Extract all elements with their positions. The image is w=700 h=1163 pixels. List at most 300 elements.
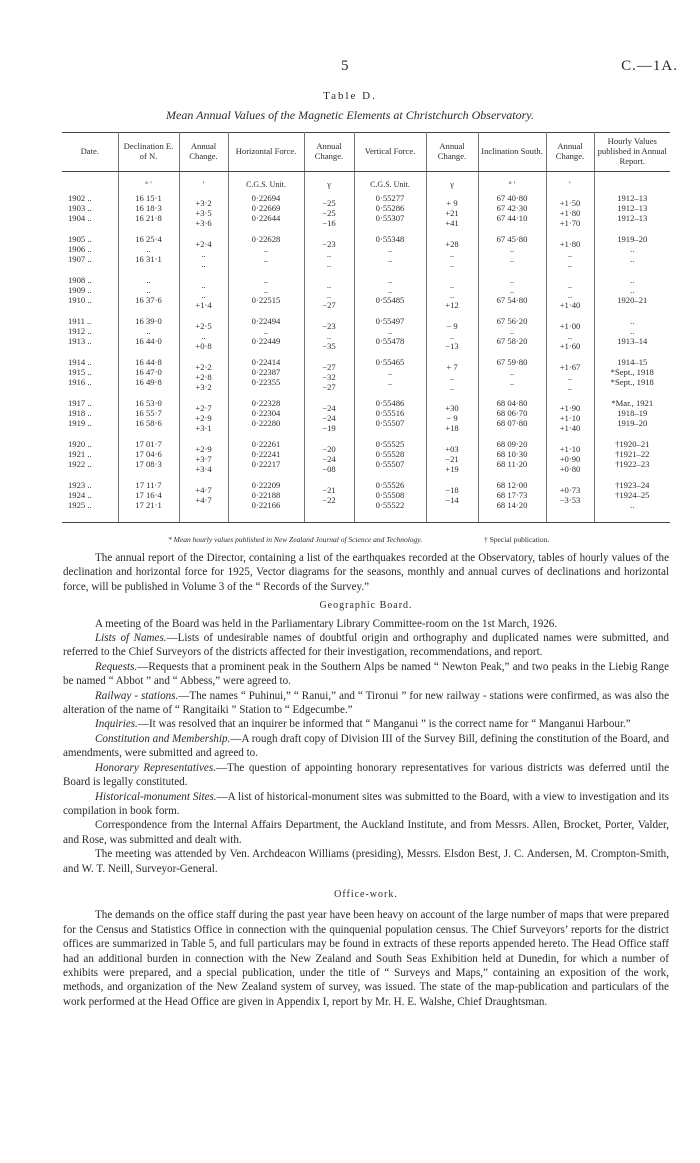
declination-value: 16 47·0 bbox=[135, 367, 162, 378]
year-cell bbox=[62, 355, 118, 396]
declination-value: 16 53·0 bbox=[135, 398, 162, 409]
horizontal-force-value: 0·22387 bbox=[251, 367, 281, 378]
hourly-values-value: .. bbox=[630, 285, 635, 296]
declination-change-value: +2·9 bbox=[195, 444, 212, 455]
vertical-force-value: 0·55478 bbox=[375, 336, 405, 347]
vertical-force-change-value: −14 bbox=[445, 495, 459, 506]
vertical-force-value: 0·55286 bbox=[375, 203, 405, 214]
hourly-values-value: †1924–25 bbox=[615, 490, 650, 501]
railway-text: —The names “ Puhinui,” “ Ranui,” and “ Tironui ” for new railway - stations were confirmed, as was also the alteration of the name of “ Rangitaiki ” Station to “ Edgecumbe.” bbox=[63, 689, 669, 717]
paragraph-requests bbox=[63, 660, 669, 689]
declination-change-cell bbox=[179, 232, 228, 273]
year-cell bbox=[62, 396, 118, 437]
horizontal-force-change-cell bbox=[304, 478, 354, 523]
vertical-force-cell bbox=[354, 478, 426, 523]
paragraph-constitution bbox=[63, 732, 669, 761]
year-value: 1924 .. bbox=[68, 490, 92, 501]
horizontal-force-value: 0·22241 bbox=[251, 449, 281, 460]
unit-cell: ° ′ bbox=[118, 172, 179, 192]
vertical-force-value: 0·55277 bbox=[375, 193, 405, 204]
horizontal-force-value: .. bbox=[263, 254, 269, 265]
hourly-values-value: .. bbox=[630, 254, 635, 265]
inclination-change-cell bbox=[546, 478, 594, 523]
hourly-values-cell bbox=[594, 478, 670, 523]
declination-change-value: .. bbox=[201, 331, 206, 342]
paragraph-historical bbox=[63, 790, 669, 819]
vertical-force-change-value: − 9 bbox=[446, 321, 458, 332]
declination-change-value: +3·5 bbox=[195, 208, 212, 219]
horizontal-force-change-value: −23 bbox=[322, 239, 336, 250]
hourly-values-value: *Sept., 1918 bbox=[610, 377, 654, 388]
horizontal-force-value: .. bbox=[263, 285, 269, 296]
inclination-value: 67 54·80 bbox=[496, 295, 528, 306]
vertical-force-change-value: +12 bbox=[445, 300, 459, 311]
declination-change-cell bbox=[179, 355, 228, 396]
railway-label: Railway - stations. bbox=[95, 689, 179, 702]
vertical-force-change-value: +28 bbox=[445, 239, 459, 250]
paragraph-office-work: The demands on the office staff during the past year have been heavy on account of the large number of maps that were prepared for the Census and Statistics Office in connection with the quinquenial population census. The Chief Surveyors’ reports for the district offices are summarized in Table 5, and full particulars may be found in extracts of these reports appended hereto. The Head Office staff had an additional burden in connection with the New Zealand and South Seas Exhibition held at Dunedin, for which a number of exhibits were prepared, and a special publication, under the title of “ Surveys and Maps,” containing an exposition of the work, methods, and organization of the New Zealand system of survey, was issued. The state of the map-publication and particulars of the work performed at the Head Office are given in Appendix I, report by Mr. H. E. Walshe, Chief Draughtsman. bbox=[63, 909, 669, 1008]
inclination-cell bbox=[478, 232, 546, 273]
vertical-force-change-cell bbox=[426, 191, 478, 232]
inclination-change-cell bbox=[546, 232, 594, 273]
inclination-value: 67 45·80 bbox=[496, 234, 528, 245]
hourly-values-value: 1914–15 bbox=[617, 357, 648, 368]
declination-value: .. bbox=[146, 244, 151, 255]
vertical-force-value: .. bbox=[387, 367, 393, 378]
honorary-label: Honorary Representatives. bbox=[95, 761, 216, 774]
table-row-group bbox=[62, 437, 670, 478]
report-text bbox=[63, 551, 669, 1009]
declination-value: 17 04·6 bbox=[135, 449, 162, 460]
hourly-values-value: .. bbox=[630, 244, 635, 255]
hourly-values-cell bbox=[594, 232, 670, 273]
hourly-values-value: †1921–22 bbox=[615, 449, 650, 460]
horizontal-force-value: .. bbox=[263, 326, 269, 337]
vertical-force-value: 0·55526 bbox=[375, 480, 405, 491]
inclination-change-value: +0·90 bbox=[559, 454, 581, 465]
horizontal-force-change-value: −08 bbox=[322, 464, 336, 475]
heading-geographic-board: Geographic Board. bbox=[319, 600, 413, 612]
inclination-change-value: +1·80 bbox=[559, 208, 581, 219]
vertical-force-value: 0·55307 bbox=[375, 213, 405, 224]
vertical-force-cell bbox=[354, 437, 426, 478]
vertical-force-value: 0·55522 bbox=[375, 500, 405, 511]
paragraph-lists-of-names bbox=[63, 631, 669, 660]
paragraph-honorary bbox=[63, 761, 669, 790]
declination-value: 17 21·1 bbox=[135, 500, 162, 511]
hourly-values-value: .. bbox=[630, 326, 635, 337]
vertical-force-change-value: +18 bbox=[445, 423, 459, 434]
vertical-force-value: 0·55497 bbox=[375, 316, 405, 327]
table-header-row bbox=[62, 133, 670, 172]
table-row-group bbox=[62, 478, 670, 523]
paragraph-meeting: A meeting of the Board was held in the Parliamentary Library Committee-room on the 1st March, 1926. bbox=[95, 617, 558, 630]
vertical-force-cell bbox=[354, 314, 426, 355]
unit-cell: γ bbox=[426, 172, 478, 192]
vertical-force-change-value: .. bbox=[449, 280, 455, 291]
horizontal-force-change-value: −21 bbox=[322, 485, 336, 496]
hourly-values-value: 1913–14 bbox=[617, 336, 648, 347]
vertical-force-cell bbox=[354, 191, 426, 232]
declination-value: 17 01·7 bbox=[135, 439, 162, 450]
unit-cell: C.G.S. Unit. bbox=[228, 172, 304, 192]
inclination-cell bbox=[478, 314, 546, 355]
horizontal-force-change-value: −32 bbox=[322, 372, 336, 383]
declination-change-cell bbox=[179, 396, 228, 437]
inclination-change-value: +0·80 bbox=[559, 464, 581, 475]
inclination-change-value: +1·40 bbox=[559, 300, 581, 311]
unit-cell: γ bbox=[304, 172, 354, 192]
inclination-value: 67 40·80 bbox=[496, 193, 528, 204]
declination-cell bbox=[118, 314, 179, 355]
vertical-force-value: .. bbox=[387, 254, 393, 265]
declination-change-value: +3·4 bbox=[195, 464, 212, 475]
col-header: Annual Change. bbox=[304, 133, 354, 172]
horizontal-force-change-value: −16 bbox=[322, 218, 336, 229]
table-row-group bbox=[62, 355, 670, 396]
hourly-values-value: .. bbox=[630, 316, 635, 327]
paragraph-railway-stations bbox=[63, 689, 669, 718]
declination-value: .. bbox=[146, 275, 151, 286]
declination-change-cell bbox=[179, 191, 228, 232]
year-value: 1911 .. bbox=[68, 316, 92, 327]
horizontal-force-value: 0·22515 bbox=[251, 295, 281, 306]
vertical-force-value: 0·55507 bbox=[375, 418, 405, 429]
declination-cell bbox=[118, 478, 179, 523]
footnote-star: * Mean hourly values published in New Zealand Journal of Science and Technology. bbox=[168, 535, 423, 544]
declination-change-value: .. bbox=[201, 259, 206, 270]
declination-change-value: +0·8 bbox=[195, 341, 212, 352]
horizontal-force-change-value: −27 bbox=[322, 382, 336, 393]
paragraph-attendance: The meeting was attended by Ven. Archdeacon Williams (presiding), Messrs. Elsdon Best, J. C. Andersen, M. Crompton-Smith, and W. T. Neill, Surveyor-General. bbox=[63, 848, 669, 875]
inclination-value: 67 44·10 bbox=[496, 213, 528, 224]
col-header: Inclination South. bbox=[478, 133, 546, 172]
vertical-force-cell bbox=[354, 396, 426, 437]
hourly-values-cell bbox=[594, 273, 670, 314]
inclination-value: 68 14·20 bbox=[496, 500, 528, 511]
paragraph-director: The annual report of the Director, containing a list of the earthquakes recorded at the Observatory, tables of hourly values of the declination and horizontal force for 1925, Vector diagrams for the seasons, monthly and annual curves of declinations and horizontal force, will be published in Volume 3 of the “ Records of the Survey.” bbox=[63, 552, 669, 593]
vertical-force-value: .. bbox=[387, 326, 393, 337]
inclination-cell bbox=[478, 191, 546, 232]
declination-value: 16 18·3 bbox=[135, 203, 162, 214]
constitution-text: —A rough draft copy of Division III of the Survey Bill, defining the constitution of the Board, and amendments, were submitted and agreed to. bbox=[63, 732, 669, 760]
inclination-change-value: +1·10 bbox=[559, 444, 581, 455]
declination-value: 16 21·8 bbox=[135, 213, 162, 224]
vertical-force-cell bbox=[354, 232, 426, 273]
col-header: Annual Change. bbox=[546, 133, 594, 172]
unit-cell: ′ bbox=[179, 172, 228, 192]
vertical-force-change-value bbox=[429, 506, 476, 516]
inclination-value: 67 56·20 bbox=[496, 316, 528, 327]
inclination-change-value: +0·73 bbox=[559, 485, 581, 496]
declination-change-value: +2·7 bbox=[195, 403, 212, 414]
horizontal-force-change-value: −24 bbox=[322, 454, 336, 465]
hourly-values-cell bbox=[594, 396, 670, 437]
paragraph-correspondence: Correspondence from the Internal Affairs Department, the Auckland Institute, and from Messrs. Allen, Brocket, Porter, Valder, and Rose, was submitted and dealt with. bbox=[63, 819, 669, 846]
vertical-force-change-value: .. bbox=[449, 331, 455, 342]
inclination-change-value: +1·90 bbox=[559, 403, 581, 414]
declination-value: 16 49·8 bbox=[135, 377, 162, 388]
declination-change-value: +3·1 bbox=[195, 423, 212, 434]
horizontal-force-value: 0·22669 bbox=[251, 203, 281, 214]
table-row bbox=[62, 191, 670, 232]
horizontal-force-change-value: .. bbox=[326, 259, 332, 270]
year-value: 1905 .. bbox=[68, 234, 92, 245]
horizontal-force-change-value: .. bbox=[326, 290, 332, 301]
inclination-value: 68 17·73 bbox=[496, 490, 528, 501]
declination-change-value: .. bbox=[201, 290, 206, 301]
requests-text: —Requests that a prominent peak in the Southern Alps be named “ Newton Peak,” and two peaks in the Liebig Range be named “ Abbot ” and “ Abbess,” were agreed to. bbox=[63, 660, 669, 688]
inclination-change-value: −3·53 bbox=[559, 495, 581, 506]
inclination-value: 68 11·20 bbox=[496, 459, 528, 470]
vertical-force-change-value: +03 bbox=[445, 444, 459, 455]
year-value: 1908 .. bbox=[68, 275, 92, 286]
lists-label: Lists of Names. bbox=[95, 632, 167, 645]
vertical-force-value: .. bbox=[387, 377, 393, 388]
horizontal-force-change-value: .. bbox=[326, 331, 332, 342]
declination-value: .. bbox=[146, 285, 151, 296]
declination-change-cell bbox=[179, 478, 228, 523]
inclination-cell bbox=[478, 437, 546, 478]
horizontal-force-change-value: −24 bbox=[322, 413, 336, 424]
inclination-change-value: +1·00 bbox=[559, 321, 581, 332]
vertical-force-value: 0·55486 bbox=[375, 398, 405, 409]
horizontal-force-change-value: .. bbox=[326, 249, 332, 260]
declination-change-value: .. bbox=[201, 249, 206, 260]
hourly-values-value: 1920–21 bbox=[617, 295, 648, 306]
inclination-cell bbox=[478, 396, 546, 437]
table-row bbox=[62, 437, 670, 478]
inclination-change-value: .. bbox=[567, 259, 573, 270]
horizontal-force-value: .. bbox=[263, 244, 269, 255]
declination-cell bbox=[118, 396, 179, 437]
declination-cell bbox=[118, 273, 179, 314]
unit-cell: ′ bbox=[546, 172, 594, 192]
declination-cell bbox=[118, 355, 179, 396]
inclination-cell bbox=[478, 355, 546, 396]
inclination-change-cell bbox=[546, 437, 594, 478]
declination-change-value: +2·4 bbox=[195, 239, 212, 250]
hourly-values-value: *Sept., 1918 bbox=[610, 367, 654, 378]
inclination-change-value: .. bbox=[567, 280, 573, 291]
heading-office-work: Office-work. bbox=[334, 888, 398, 900]
inclination-value: .. bbox=[509, 275, 515, 286]
table-row-group bbox=[62, 232, 670, 273]
lists-text: —Lists of undesirable names of doubtful origin and orthography and duplicated names were submitted, and referred to the Chief Surveyors of the districts affected for their investigation, recommendations, and report. bbox=[63, 632, 669, 659]
declination-value: 16 44·0 bbox=[135, 336, 162, 347]
vertical-force-change-value: .. bbox=[449, 249, 455, 260]
inclination-value: 68 10·30 bbox=[496, 449, 528, 460]
horizontal-force-value: 0·22328 bbox=[251, 398, 281, 409]
horizontal-force-change-value: −25 bbox=[322, 198, 336, 209]
declination-value: .. bbox=[146, 326, 151, 337]
inclination-change-value: .. bbox=[567, 331, 573, 342]
vertical-force-cell bbox=[354, 273, 426, 314]
declination-cell bbox=[118, 191, 179, 232]
vertical-force-value: 0·55508 bbox=[375, 490, 405, 501]
declination-change-value: +2·9 bbox=[195, 413, 212, 424]
declination-change-value: .. bbox=[201, 280, 206, 291]
hourly-values-value: 1912–13 bbox=[617, 213, 648, 224]
vertical-force-change-value: .. bbox=[449, 259, 455, 270]
page-header bbox=[0, 58, 700, 78]
inclination-value: .. bbox=[509, 244, 515, 255]
hourly-values-value: 1919–20 bbox=[617, 418, 648, 429]
vertical-force-change-value: +19 bbox=[445, 464, 459, 475]
year-value: 1912 .. bbox=[68, 326, 92, 337]
horizontal-force-value: 0·22217 bbox=[251, 459, 281, 470]
unit-cell bbox=[62, 172, 118, 192]
vertical-force-change-value: .. bbox=[449, 382, 455, 393]
horizontal-force-cell bbox=[228, 232, 304, 273]
inclination-change-value: +1·80 bbox=[559, 239, 581, 250]
hourly-values-value: 1912–13 bbox=[617, 203, 648, 214]
inclination-change-value: .. bbox=[567, 290, 573, 301]
horizontal-force-change-value: −22 bbox=[322, 495, 336, 506]
year-cell bbox=[62, 437, 118, 478]
table-row-group bbox=[62, 273, 670, 314]
declination-change-cell bbox=[179, 273, 228, 314]
declination-value: 17 16·4 bbox=[135, 490, 162, 501]
hourly-values-value: †1920–21 bbox=[615, 439, 650, 450]
year-value: 1906 .. bbox=[68, 244, 92, 255]
inclination-change-cell bbox=[546, 355, 594, 396]
declination-value: 17 08·3 bbox=[135, 459, 162, 470]
horizontal-force-cell bbox=[228, 314, 304, 355]
inclination-change-value: +1·50 bbox=[559, 198, 581, 209]
vertical-force-value: 0·55528 bbox=[375, 449, 405, 460]
inclination-value: 68 04·80 bbox=[496, 398, 528, 409]
horizontal-force-value: 0·22694 bbox=[251, 193, 281, 204]
horizontal-force-change-cell bbox=[304, 355, 354, 396]
declination-change-value: +1·4 bbox=[195, 300, 212, 311]
inclination-value: .. bbox=[509, 254, 515, 265]
year-value: 1913 .. bbox=[68, 336, 92, 347]
table-row bbox=[62, 273, 670, 314]
horizontal-force-cell bbox=[228, 396, 304, 437]
inclination-value: 68 12·00 bbox=[496, 480, 528, 491]
horizontal-force-cell bbox=[228, 437, 304, 478]
declination-change-value: +4·7 bbox=[195, 485, 212, 496]
inclination-cell bbox=[478, 478, 546, 523]
vertical-force-change-value: .. bbox=[449, 290, 455, 301]
horizontal-force-value: .. bbox=[263, 275, 269, 286]
year-value: 1922 .. bbox=[68, 459, 92, 470]
inclination-change-value: +1·70 bbox=[559, 218, 581, 229]
horizontal-force-value: 0·22304 bbox=[251, 408, 281, 419]
horizontal-force-cell bbox=[228, 273, 304, 314]
year-value: 1915 .. bbox=[68, 367, 92, 378]
horizontal-force-change-value: −27 bbox=[322, 362, 336, 373]
horizontal-force-change-value: −20 bbox=[322, 444, 336, 455]
table-row bbox=[62, 478, 670, 523]
year-value: 1920 .. bbox=[68, 439, 92, 450]
inclination-change-cell bbox=[546, 396, 594, 437]
paragraph-inquiries bbox=[63, 717, 669, 731]
hourly-values-value: 1918–19 bbox=[617, 408, 648, 419]
inclination-value: 67 58·20 bbox=[496, 336, 528, 347]
horizontal-force-value: 0·22188 bbox=[251, 490, 281, 501]
vertical-force-change-value: +21 bbox=[445, 208, 459, 219]
horizontal-force-change-value: −24 bbox=[322, 403, 336, 414]
col-header: Hourly Values published in Annual Report. bbox=[594, 133, 670, 172]
unit-cell: C.G.S. Unit. bbox=[354, 172, 426, 192]
hourly-values-cell bbox=[594, 355, 670, 396]
table-row bbox=[62, 314, 670, 355]
vertical-force-cell bbox=[354, 355, 426, 396]
hourly-values-cell bbox=[594, 437, 670, 478]
vertical-force-change-value: −13 bbox=[445, 341, 459, 352]
inclination-value: 68 06·70 bbox=[496, 408, 528, 419]
requests-label: Requests. bbox=[95, 660, 138, 673]
vertical-force-value: 0·55465 bbox=[375, 357, 405, 368]
table-row bbox=[62, 396, 670, 437]
vertical-force-change-value: +41 bbox=[445, 218, 459, 229]
horizontal-force-value: 0·22644 bbox=[251, 213, 281, 224]
inclination-change-cell bbox=[546, 191, 594, 232]
inclination-change-value: .. bbox=[567, 382, 573, 393]
year-value: 1914 .. bbox=[68, 357, 92, 368]
table-row-group bbox=[62, 396, 670, 437]
vertical-force-change-cell bbox=[426, 478, 478, 523]
year-value: 1925 .. bbox=[68, 500, 92, 511]
inclination-change-value: .. bbox=[567, 372, 573, 383]
hourly-values-value: .. bbox=[630, 275, 635, 286]
inclination-value: 67 59·80 bbox=[496, 357, 528, 368]
inclination-cell bbox=[478, 273, 546, 314]
declination-cell bbox=[118, 232, 179, 273]
inclination-change-value: +1·10 bbox=[559, 413, 581, 424]
vertical-force-change-value: − 9 bbox=[446, 413, 458, 424]
horizontal-force-change-cell bbox=[304, 437, 354, 478]
col-header: Date. bbox=[62, 133, 118, 172]
horizontal-force-value: 0·22449 bbox=[251, 336, 281, 347]
col-header: Horizontal Force. bbox=[228, 133, 304, 172]
table-label: Table D. bbox=[323, 90, 377, 102]
year-cell bbox=[62, 478, 118, 523]
declination-value: 16 44·8 bbox=[135, 357, 162, 368]
year-value: 1918 .. bbox=[68, 408, 92, 419]
year-value: 1919 .. bbox=[68, 418, 92, 429]
declination-value: 16 58·6 bbox=[135, 418, 162, 429]
declination-change-value: +3·7 bbox=[195, 454, 212, 465]
inclination-value: 68 07·80 bbox=[496, 418, 528, 429]
inclination-change-cell bbox=[546, 314, 594, 355]
horizontal-force-change-cell bbox=[304, 191, 354, 232]
declination-value: 17 11·7 bbox=[135, 480, 162, 491]
hourly-values-value: 1919–20 bbox=[617, 234, 648, 245]
hourly-values-value: †1923–24 bbox=[615, 480, 650, 491]
vertical-force-change-cell bbox=[426, 437, 478, 478]
hourly-values-value: 1912–13 bbox=[617, 193, 648, 204]
declination-change-value: +2·8 bbox=[195, 372, 212, 383]
vertical-force-value: 0·55348 bbox=[375, 234, 405, 245]
inquiries-text: —It was resolved that an inquirer be informed that “ Manganui ” is the correct name for “ Manganui Harbour.” bbox=[137, 718, 631, 731]
horizontal-force-value: 0·22280 bbox=[251, 418, 281, 429]
declination-change-value: +4·7 bbox=[195, 495, 212, 506]
table-row bbox=[62, 232, 670, 273]
inclination-change-value: .. bbox=[567, 249, 573, 260]
col-header: Annual Change. bbox=[426, 133, 478, 172]
constitution-label: Constitution and Membership. bbox=[95, 732, 231, 745]
year-cell bbox=[62, 314, 118, 355]
unit-cell bbox=[594, 172, 670, 192]
vertical-force-value: 0·55507 bbox=[375, 459, 405, 470]
horizontal-force-change-value: −23 bbox=[322, 321, 336, 332]
horizontal-force-change-value: −25 bbox=[322, 208, 336, 219]
inclination-change-cell bbox=[546, 273, 594, 314]
inclination-change-value: +1·60 bbox=[559, 341, 581, 352]
